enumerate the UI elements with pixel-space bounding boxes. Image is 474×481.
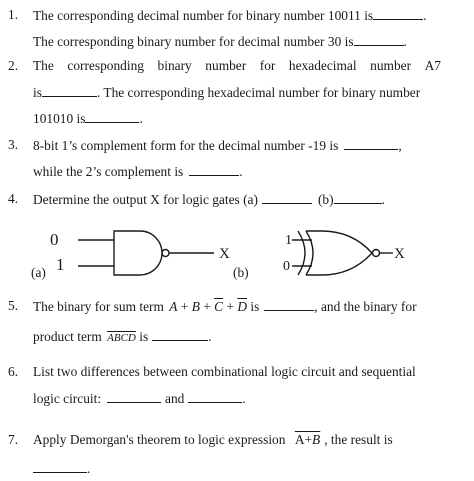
question-text: The corresponding decimal number for binary number 10011 is	[33, 8, 374, 23]
question-text: The binary for sum term	[33, 299, 164, 314]
answer-blank-b[interactable]	[334, 191, 382, 204]
gate-a-label: (a)	[31, 265, 46, 280]
question-text: Determine the output X for logic gates (a)	[33, 192, 258, 207]
gate-a-output: X	[219, 246, 230, 262]
question-text: 8-bit 1’s complement form for the decimal number -19 is	[33, 138, 339, 153]
question-text: product term	[33, 329, 102, 344]
question-text: The corresponding binary number for decimal number 30 is	[33, 34, 354, 49]
answer-blank-2[interactable]	[188, 390, 242, 403]
question-number: 5.	[8, 298, 19, 313]
answer-blank[interactable]	[189, 163, 239, 176]
gate-b-label: (b)	[233, 265, 249, 280]
answer-blank[interactable]	[33, 460, 87, 473]
question-number: 6.	[8, 364, 19, 379]
question-number: 4.	[8, 191, 19, 206]
sum-term: $A + B + \overline{C} + \overline{D}$	[169, 299, 247, 314]
gate-b-input-2: 0	[283, 259, 290, 274]
answer-blank[interactable]	[354, 33, 404, 46]
gate-b-output: X	[394, 246, 405, 262]
question-number: 3.	[8, 137, 19, 152]
question-text: The corresponding binary number for hexadecimal number A7	[33, 58, 441, 73]
logic-expression: A+B	[294, 432, 321, 447]
question-text: List two differences between combinational logic circuit and sequential	[33, 364, 416, 379]
question-number: 1.	[8, 7, 19, 22]
question-number: 2.	[8, 58, 19, 73]
answer-blank[interactable]	[264, 298, 314, 311]
question-number: 7.	[8, 432, 19, 447]
question-text: while the 2’s complement is	[33, 164, 184, 179]
gate-a-input-2: 1	[56, 255, 65, 274]
nand-gate-diagram	[28, 222, 228, 294]
question-text: . The corresponding hexadecimal number for binary number	[96, 85, 421, 100]
gate-a-input-1: 0	[50, 230, 59, 249]
xnor-gate-diagram	[228, 222, 428, 294]
product-term: ABCD	[107, 332, 136, 344]
gate-b-input-1: 1	[285, 233, 292, 248]
question-text: Apply Demorgan's theorem to logic expression	[33, 432, 286, 447]
answer-blank-a[interactable]	[262, 191, 312, 204]
answer-blank[interactable]	[373, 7, 423, 20]
answer-blank[interactable]	[344, 137, 398, 150]
answer-blank[interactable]	[85, 110, 139, 123]
answer-blank-1[interactable]	[107, 390, 161, 403]
answer-blank[interactable]	[42, 84, 97, 97]
answer-blank[interactable]	[152, 328, 208, 341]
